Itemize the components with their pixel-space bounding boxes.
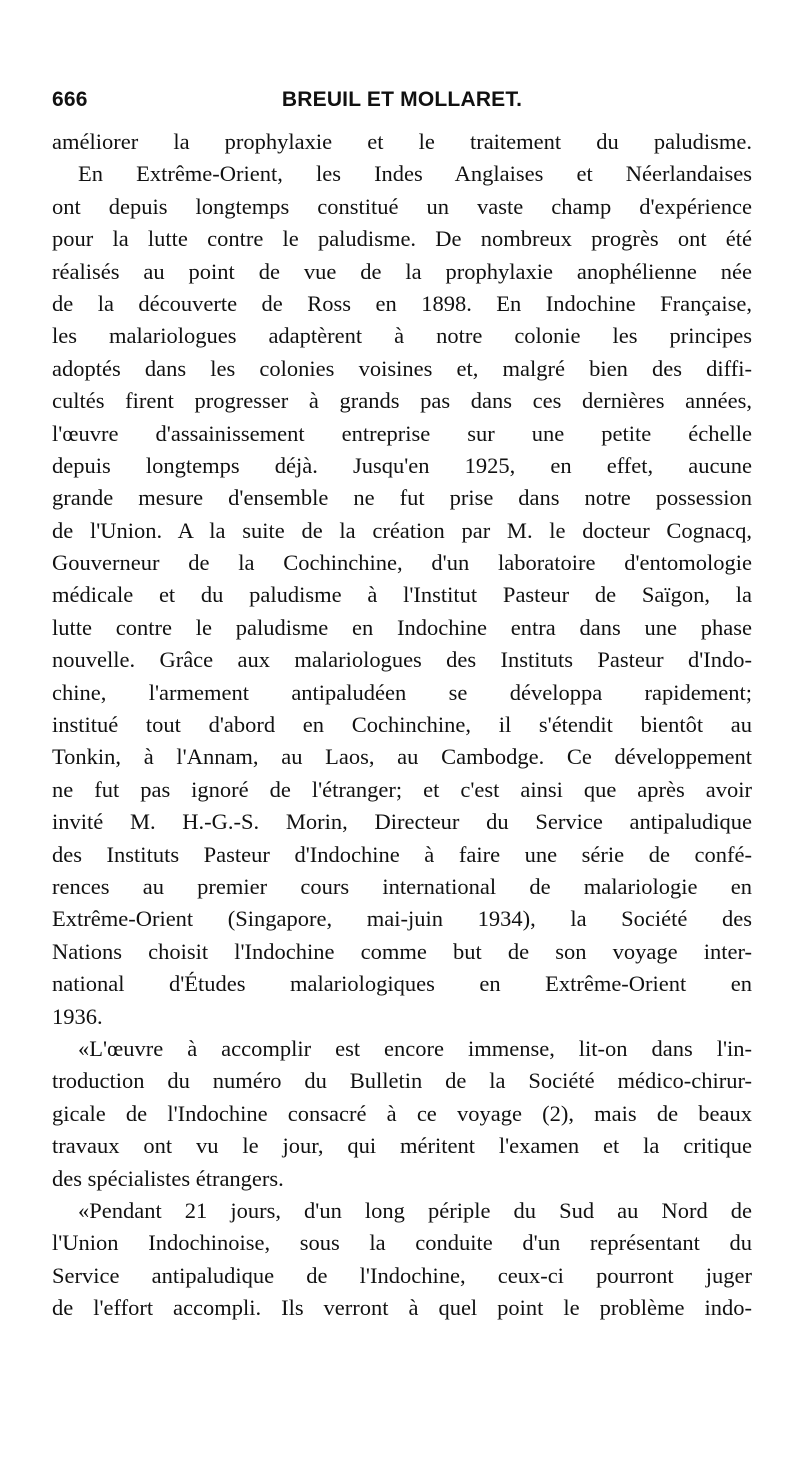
- text-line: 1936.: [52, 1003, 103, 1029]
- text-line: depuis longtemps déjà. Jusqu'en 1925, en effet, aucune: [52, 452, 752, 478]
- text-line: adoptés dans les colonies voisines et, malgré bien des diffi-: [52, 355, 752, 381]
- text-line: médicale et du paludisme à l'Institut Pasteur de Saïgon, la: [52, 582, 752, 608]
- text-line: institué tout d'abord en Cochinchine, il s'étendit bientôt au: [52, 712, 752, 738]
- text-line: l'œuvre d'assainissement entreprise sur une petite échelle: [52, 420, 752, 446]
- running-head: BREUIL ET MOLLARET.: [281, 88, 523, 111]
- text-line: En Extrême-Orient, les Indes Anglaises et Néerlandaises: [78, 161, 752, 187]
- text-line: rences au premier cours international de malariologie en: [52, 873, 752, 899]
- document-page: [52, 88, 752, 1324]
- text-line: Gouverneur de la Cochinchine, d'un laboratoire d'entomologie: [52, 550, 752, 576]
- text-line: travaux ont vu le jour, qui méritent l'examen et la critique: [52, 1133, 752, 1159]
- text-line: ne fut pas ignoré de l'étranger; et c'est ainsi que après avoir: [52, 776, 752, 802]
- text-line: Tonkin, à l'Annam, au Laos, au Cambodge. Ce développement: [52, 744, 752, 770]
- text-line: Nations choisit l'Indochine comme but de son voyage inter-: [52, 938, 752, 964]
- text-line: nouvelle. Grâce aux malariologues des Instituts Pasteur d'Indo-: [52, 647, 752, 673]
- text-line: gicale de l'Indochine consacré à ce voyage (2), mais de beaux: [52, 1100, 752, 1126]
- page-header: [52, 88, 752, 120]
- text-line: troduction du numéro du Bulletin de la Société médico-chirur-: [52, 1068, 752, 1094]
- text-line: de l'effort accompli. Ils verront à quel point le problème indo-: [52, 1295, 752, 1321]
- text-line: de la découverte de Ross en 1898. En Indochine Française,: [52, 290, 752, 316]
- text-line: «Pendant 21 jours, d'un long périple du Sud au Nord de: [78, 1197, 752, 1223]
- text-line: invité M. H.-G.-S. Morin, Directeur du Service antipaludique: [52, 809, 752, 835]
- body-text: [52, 126, 752, 1324]
- text-line: Extrême-Orient (Singapore, mai-juin 1934), la Société des: [52, 906, 752, 932]
- text-line: cultés firent progresser à grands pas dans ces dernières années,: [52, 388, 752, 414]
- text-line: des Instituts Pasteur d'Indochine à faire une série de confé-: [52, 841, 752, 867]
- text-line: les malariologues adaptèrent à notre colonie les principes: [52, 323, 752, 349]
- text-line: «L'œuvre à accomplir est encore immense, lit-on dans l'in-: [78, 1035, 752, 1061]
- text-line: pour la lutte contre le paludisme. De nombreux progrès ont été: [52, 226, 752, 252]
- text-line: améliorer la prophylaxie et le traitement du paludisme.: [52, 129, 752, 154]
- text-line: chine, l'armement antipaludéen se développa rapidement;: [52, 679, 752, 705]
- page-number: 666: [52, 88, 88, 111]
- text-line: l'Union Indochinoise, sous la conduite d'un représentant du: [52, 1230, 752, 1256]
- text-line: grande mesure d'ensemble ne fut prise dans notre possession: [52, 485, 752, 511]
- text-line: des spécialistes étrangers.: [52, 1165, 284, 1191]
- text-line: ont depuis longtemps constitué un vaste champ d'expérience: [52, 193, 752, 219]
- text-line: lutte contre le paludisme en Indochine entra dans une phase: [52, 614, 752, 640]
- text-line: réalisés au point de vue de la prophylaxie anophélienne née: [52, 258, 752, 284]
- text-line: de l'Union. A la suite de la création par M. le docteur Cognacq,: [52, 517, 752, 543]
- text-line: Service antipaludique de l'Indochine, ceux-ci pourront juger: [52, 1262, 752, 1288]
- text-line: national d'Études malariologiques en Extrême-Orient en: [52, 971, 752, 997]
